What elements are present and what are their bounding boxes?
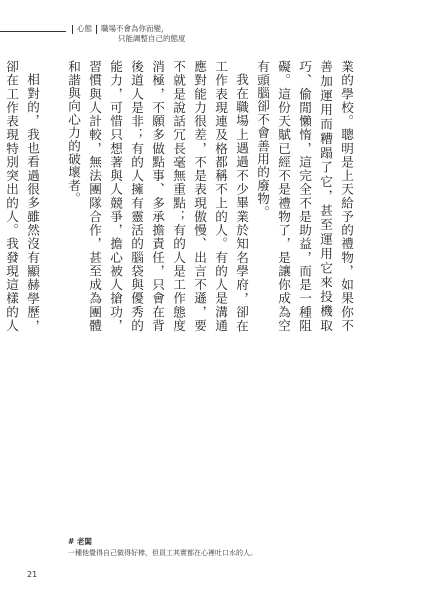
glossary-note xyxy=(68,536,257,559)
paragraph-3: 相對的，我也看過很多雖然沒有顯赫學歷，卻在工作表現特別突出的人。我發現這樣的人 xyxy=(4,60,40,332)
glossary-definition: 一種他覺得自己做得好棒，但員工其實都在心裡吐口水的人。 xyxy=(68,549,257,557)
paragraph-2: 我在職場上遇過不少畢業於知名學府，卻在工作表現連及格都稱不上的人。有的人是溝通應對能力很差，不是表現傲慢、出言不遜，要不就是說話冗長毫無重點；有的人是工作態度消極，不願多做點事、多承擔責任，只會在背後道人是非；有的人擁有靈活的腦袋與優秀的能力，可惜只想著與人競爭，擔心被人搶功，習慣與人計較，無法團隊合作，甚至成為團體和諧與向心力的破壞者。 xyxy=(66,60,249,332)
header-title-line1: 職場不會為你而變， xyxy=(101,24,169,33)
vertical-body-text xyxy=(0,60,357,332)
header-bar-left xyxy=(72,25,73,34)
header-title-line2: 只能調整自己的態度 xyxy=(118,34,186,43)
header-rule xyxy=(0,31,66,32)
header-chapter: 心態 xyxy=(77,24,92,33)
running-header xyxy=(68,24,186,44)
page-number: 21 xyxy=(27,570,38,579)
paragraph-1: 業的學校。聰明是上天給予的禮物，如果你不善加運用而糟蹋了它，甚至運用它來投機取巧、偷閒懶惰，這完全不是助益，而是一種阻礙。這份天賦已經不是禮物了，是讓你成為空有頭腦卻不會善用的廢物。 xyxy=(255,60,354,332)
header-bar-right xyxy=(96,25,97,34)
glossary-term: # 老闆 xyxy=(68,537,92,546)
